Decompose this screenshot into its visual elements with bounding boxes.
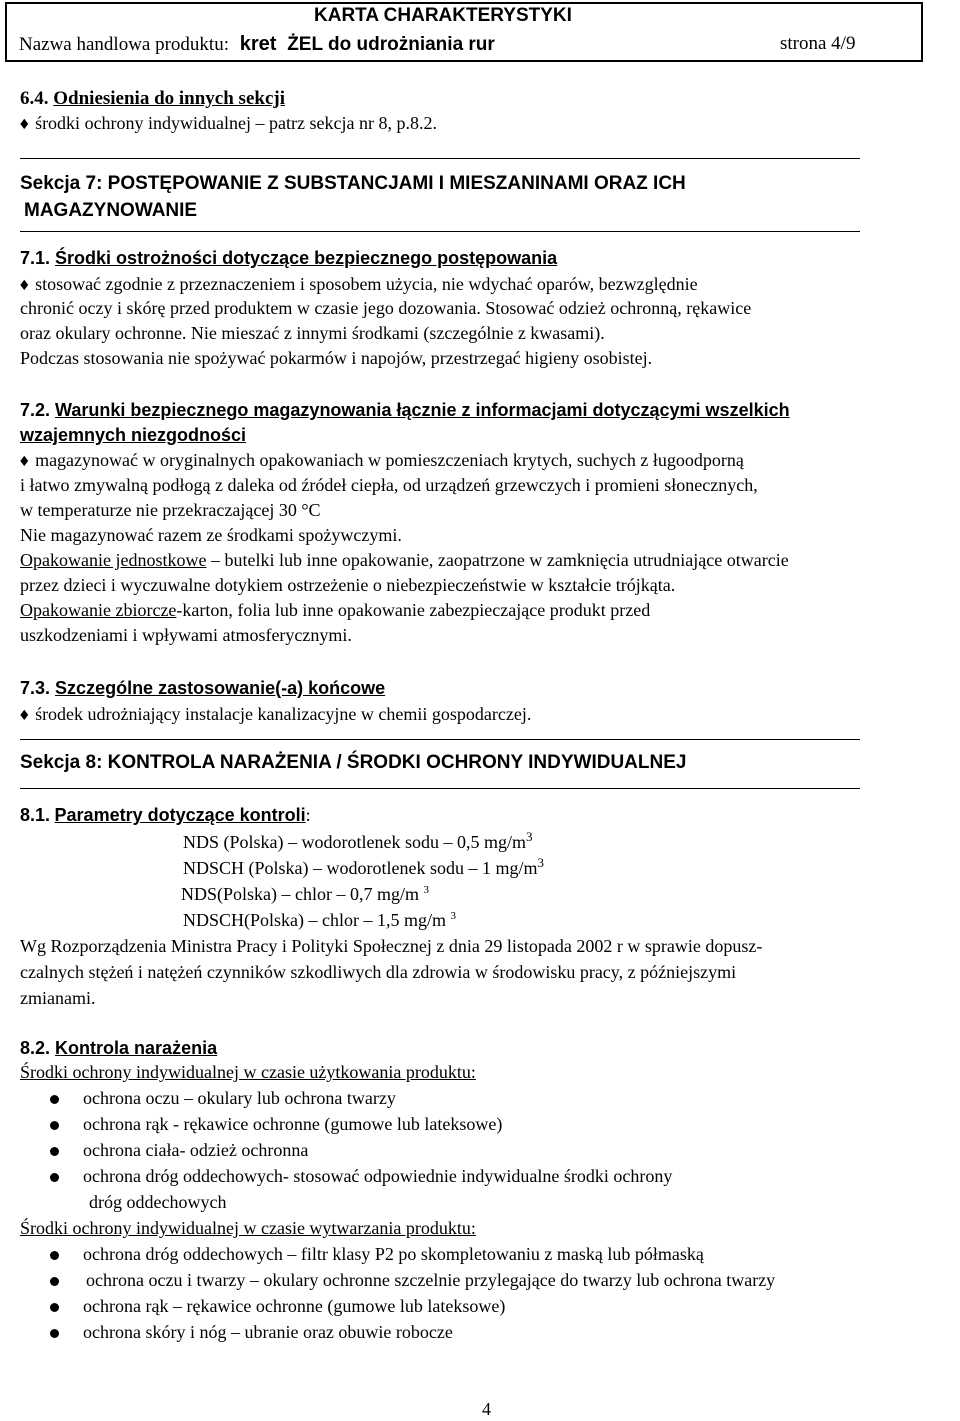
diamond-bullet-icon: ♦ xyxy=(18,278,31,294)
text-line: oraz okulary ochronne. Nie mieszać z innymi środkami (szczególnie z kwasami). xyxy=(20,323,605,343)
text-line: i łatwo zmywalną podłogą z daleka od źródeł ciepła, od urządzeń grzewczych i promieni słonecznych, xyxy=(20,475,758,495)
exposure-limit-3 xyxy=(181,882,429,906)
section-6-4-number: 6.4. xyxy=(20,88,49,109)
bulk-packaging-line xyxy=(20,598,650,622)
section-8-1-title: Parametry dotyczące kontroli xyxy=(54,805,306,825)
section-7-1-heading xyxy=(20,246,557,270)
limit-text: NDSCH(Polska) – chlor – 1,5 mg/m xyxy=(183,910,446,930)
section-7-title-line1: Sekcja 7: POSTĘPOWANIE Z SUBSTANCJAMI I MIESZANINAMI ORAZ ICH xyxy=(20,173,686,194)
list-item: ochrona oczu i twarzy – okulary ochronne szczelnie przylegające do twarzy lub ochrona twarzy xyxy=(86,1270,776,1290)
list-item: ochrona rąk - rękawice ochronne (gumowe lub lateksowe) xyxy=(83,1114,503,1134)
section-7-1-title: Środki ostrożności dotyczące bezpiecznego postępowania xyxy=(55,248,558,268)
section-7-2-title-cont: wzajemnych niezgodności xyxy=(20,425,247,445)
text-line: Podczas stosowania nie spożywać pokarmów i napojów, przestrzegać higieny osobistej. xyxy=(20,348,653,368)
page-number: 4 xyxy=(482,1399,491,1419)
use-ppe-heading: Środki ochrony indywidualnej w czasie użytkowania produktu: xyxy=(20,1062,476,1082)
text-line: magazynować w oryginalnych opakowaniach w pomieszczeniach krytych, suchych z ługoodporną xyxy=(35,450,744,470)
trade-name-row xyxy=(19,32,495,57)
section-6-4-title: Odniesienia do innych sekcji xyxy=(53,88,285,109)
section-7-2-line1 xyxy=(18,448,744,474)
section-8-1-number: 8.1. xyxy=(20,805,51,825)
text-line: czalnych stężeń i natężeń czynników szkodliwych dla zdrowia w środowisku pracy, z późniejszymi xyxy=(20,962,737,982)
page-indicator: strona 4/9 xyxy=(780,33,856,54)
section-7-3-line1 xyxy=(18,702,531,728)
document-title: KARTA CHARAKTERYSTYKI xyxy=(314,5,572,26)
text-line: środek udrożniający instalacje kanalizacyjne w chemii gospodarczej. xyxy=(35,704,532,724)
bullet-icon xyxy=(50,1303,59,1312)
unit-packaging-label: Opakowanie jednostkowe xyxy=(20,550,207,570)
bullet-icon xyxy=(50,1121,59,1130)
section-7-3-title: Szczególne zastosowanie(-a) końcowe xyxy=(55,678,386,698)
diamond-bullet-icon: ♦ xyxy=(18,117,31,133)
bullet-icon xyxy=(50,1173,59,1182)
section-8-2-heading xyxy=(20,1036,217,1060)
exposure-limit-2 xyxy=(183,856,544,880)
divider xyxy=(20,788,860,789)
superscript: 3 xyxy=(525,829,533,844)
text-line: zmianami. xyxy=(20,988,96,1008)
superscript: 3 xyxy=(537,855,544,870)
limit-text: NDS (Polska) – wodorotlenek sodu – 0,5 mg/m xyxy=(183,832,526,852)
section-6-4-text: środki ochrony indywidualnej – patrz sekcja nr 8, p.8.2. xyxy=(35,113,437,133)
limit-text: NDSCH (Polska) – wodorotlenek sodu – 1 mg/m xyxy=(183,858,538,878)
unit-packaging-line xyxy=(20,548,789,572)
divider xyxy=(20,739,860,740)
text-line: Nie magazynować razem ze środkami spożywczymi. xyxy=(20,525,402,545)
text-line: – butelki lub inne opakowanie, zaopatrzone w zamknięcia utrudniające otwarcie xyxy=(206,550,789,570)
text-line: przez dzieci i wyczuwalne dotykiem ostrzeżenie o niebezpieczeństwie w kształcie trójkąta. xyxy=(20,575,676,595)
list-item: ochrona dróg oddechowych- stosować odpowiednie indywidualne środki ochrony xyxy=(83,1166,673,1186)
divider xyxy=(20,231,860,232)
section-8-1-heading xyxy=(20,803,311,827)
section-6-4-line xyxy=(18,111,437,137)
text-line: w temperaturze nie przekraczającej 30 xyxy=(20,500,302,520)
superscript: 3 xyxy=(450,910,456,922)
colon: : xyxy=(305,805,311,825)
product-name: ŻEL do udrożniania rur xyxy=(287,34,495,55)
trade-name-label: Nazwa handlowa produktu: xyxy=(19,34,229,55)
section-7-2-title: Warunki bezpiecznego magazynowania łącznie z informacjami dotyczącymi wszelkich xyxy=(55,400,790,420)
bullet-icon xyxy=(50,1277,59,1286)
bullet-icon xyxy=(50,1251,59,1260)
section-7-title-line2: MAGAZYNOWANIE xyxy=(24,200,198,221)
bulk-packaging-label: Opakowanie zbiorcze xyxy=(20,600,177,620)
divider xyxy=(20,158,860,159)
list-item: ochrona skóry i nóg – ubranie oraz obuwie robocze xyxy=(83,1322,453,1342)
list-item-continuation: dróg oddechowych xyxy=(89,1192,227,1212)
text-line: stosować zgodnie z przeznaczeniem i sposobem użycia, nie wdychać oparów, bezwzględnie xyxy=(35,274,698,294)
list-item: ochrona dróg oddechowych – filtr klasy P2 po skompletowaniu z maską lub półmaską xyxy=(83,1244,704,1264)
bullet-icon xyxy=(50,1095,59,1104)
section-7-1-number: 7.1. xyxy=(20,248,51,268)
degree-symbol: ° xyxy=(301,500,309,520)
bullet-icon xyxy=(50,1147,59,1156)
temperature-unit: C xyxy=(308,500,321,520)
text-line: uszkodzeniami i wpływami atmosferycznymi. xyxy=(20,625,352,645)
section-7-3-heading xyxy=(20,676,385,700)
limit-text: NDS(Polska) – chlor – 0,7 mg/m xyxy=(181,884,419,904)
section-7-1-line1 xyxy=(18,272,698,298)
diamond-bullet-icon: ♦ xyxy=(18,708,31,724)
diamond-bullet-icon: ♦ xyxy=(18,454,31,470)
product-brand: kret xyxy=(239,33,277,55)
exposure-limit-4 xyxy=(183,908,456,932)
production-ppe-heading: Środki ochrony indywidualnej w czasie wytwarzania produktu: xyxy=(20,1218,476,1238)
text-line: Wg Rozporządzenia Ministra Pracy i Polityki Społecznej z dnia 29 listopada 2002 r w sprawie dopusz- xyxy=(20,936,763,956)
text-line: chronić oczy i skórę przed produktem w czasie jego dozowania. Stosować odzież ochronną, rękawice xyxy=(20,298,752,318)
list-item: ochrona oczu – okulary lub ochrona twarzy xyxy=(83,1088,396,1108)
temperature-line xyxy=(20,498,321,522)
exposure-limit-1 xyxy=(183,830,532,854)
bullet-icon xyxy=(50,1329,59,1338)
section-8-title: Sekcja 8: KONTROLA NARAŻENIA / ŚRODKI OCHRONY INDYWIDUALNEJ xyxy=(20,752,687,773)
list-item: ochrona rąk – rękawice ochronne (gumowe lub lateksowe) xyxy=(83,1296,506,1316)
section-7-2-number: 7.2. xyxy=(20,400,51,420)
section-8-2-number: 8.2. xyxy=(20,1038,51,1058)
list-item: ochrona ciała- odzież ochronna xyxy=(83,1140,309,1160)
section-6-4-heading xyxy=(20,87,285,111)
text-line: -karton, folia lub inne opakowanie zabezpieczające produkt przed xyxy=(176,600,651,620)
section-7-2-heading xyxy=(20,398,790,422)
superscript: 3 xyxy=(423,884,429,896)
section-7-3-number: 7.3. xyxy=(20,678,51,698)
section-8-2-title: Kontrola narażenia xyxy=(55,1038,218,1058)
